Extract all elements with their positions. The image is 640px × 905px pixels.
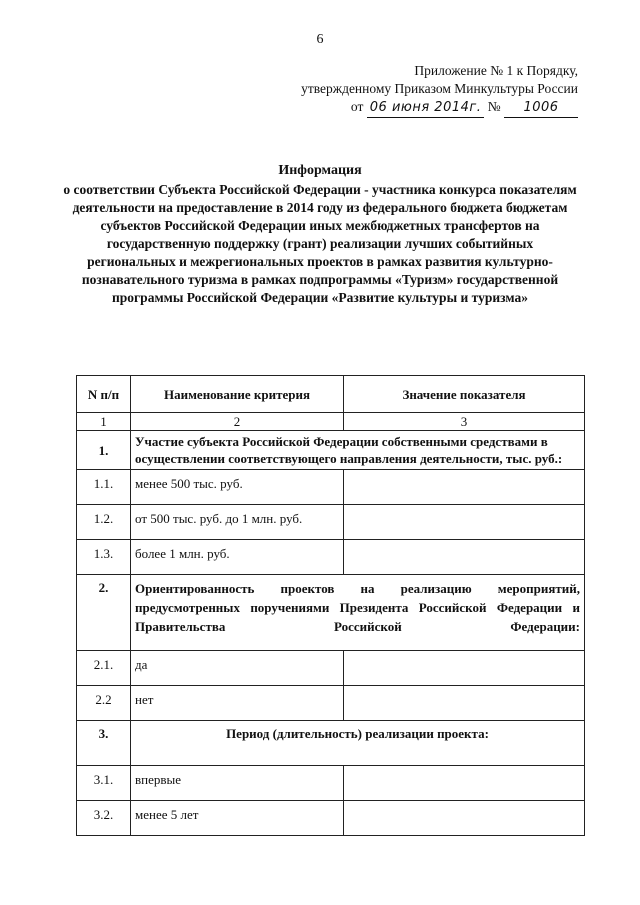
row-number: 2.1. [77, 651, 131, 686]
section-number: 1. [77, 431, 131, 470]
row-number: 2.2 [77, 686, 131, 721]
row-value[interactable] [344, 651, 585, 686]
table-row [77, 686, 585, 721]
header-number: N п/п [77, 376, 131, 413]
appendix-line-1: Приложение № 1 к Порядку, [414, 63, 578, 78]
section-title: Участие субъекта Российской Федерации собственными средствами в осуществлении соответствующего направления деятельности, тыс. руб.: [131, 431, 585, 470]
section-number: 2. [77, 575, 131, 651]
section-row [77, 431, 585, 470]
handwritten-date: 06 июня 2014г. [367, 99, 485, 118]
section-title: Ориентированность проектов на реализацию мероприятий, предусмотренных поручениями Президента Российской Федерации и Правительства Российской Федерации: [131, 575, 585, 651]
table-row [77, 505, 585, 540]
section-row [77, 575, 585, 651]
handwritten-number: 1006 [504, 99, 578, 118]
row-label: менее 5 лет [131, 801, 344, 836]
appendix-order-line [301, 98, 578, 118]
row-value[interactable] [344, 540, 585, 575]
row-number: 1.2. [77, 505, 131, 540]
column-number: 3 [344, 413, 585, 431]
row-label: да [131, 651, 344, 686]
table-row [77, 470, 585, 505]
row-number: 3.1. [77, 766, 131, 801]
row-label: впервые [131, 766, 344, 801]
row-number: 1.1. [77, 470, 131, 505]
table-row [77, 801, 585, 836]
table-row [77, 540, 585, 575]
title-body: о соответствии Субъекта Российской Федерации - участника конкурса показателям деятельности на предоставление в 2014 году из федерального бюджета бюджетам субъектов Российской Федерации иных межбюджетных трансфертов на государственную поддержку (грант) реализации лучших событийных региональных и межрегиональных проектов в рамках развития культурно-познавательного туризма в рамках подпрограммы «Туризм» государственной программы Российской Федерации «Развитие культуры и туризма» [63, 182, 577, 305]
header-value: Значение показателя [344, 376, 585, 413]
row-number: 1.3. [77, 540, 131, 575]
table-header-row [77, 376, 585, 413]
table-row [77, 766, 585, 801]
row-value[interactable] [344, 470, 585, 505]
page-number: 6 [316, 32, 324, 47]
appendix-line-2: утвержденному Приказом Минкультуры России [301, 81, 578, 96]
from-prefix: от [350, 99, 364, 114]
section-row [77, 721, 585, 766]
column-numbers-row [77, 413, 585, 431]
row-label: нет [131, 686, 344, 721]
column-number: 1 [77, 413, 131, 431]
row-label: от 500 тыс. руб. до 1 млн. руб. [131, 505, 344, 540]
row-label: более 1 млн. руб. [131, 540, 344, 575]
criteria-table [76, 375, 585, 836]
row-value[interactable] [344, 801, 585, 836]
row-value[interactable] [344, 505, 585, 540]
row-number: 3.2. [77, 801, 131, 836]
header-criterion: Наименование критерия [131, 376, 344, 413]
table-row [77, 651, 585, 686]
section-number: 3. [77, 721, 131, 766]
row-label: менее 500 тыс. руб. [131, 470, 344, 505]
number-prefix: № [487, 99, 501, 114]
section-title: Период (длительность) реализации проекта: [131, 721, 585, 766]
title-heading: Информация [278, 163, 362, 178]
row-value[interactable] [344, 766, 585, 801]
column-number: 2 [131, 413, 344, 431]
document-title [62, 162, 578, 307]
row-value[interactable] [344, 686, 585, 721]
appendix-reference [301, 62, 578, 118]
